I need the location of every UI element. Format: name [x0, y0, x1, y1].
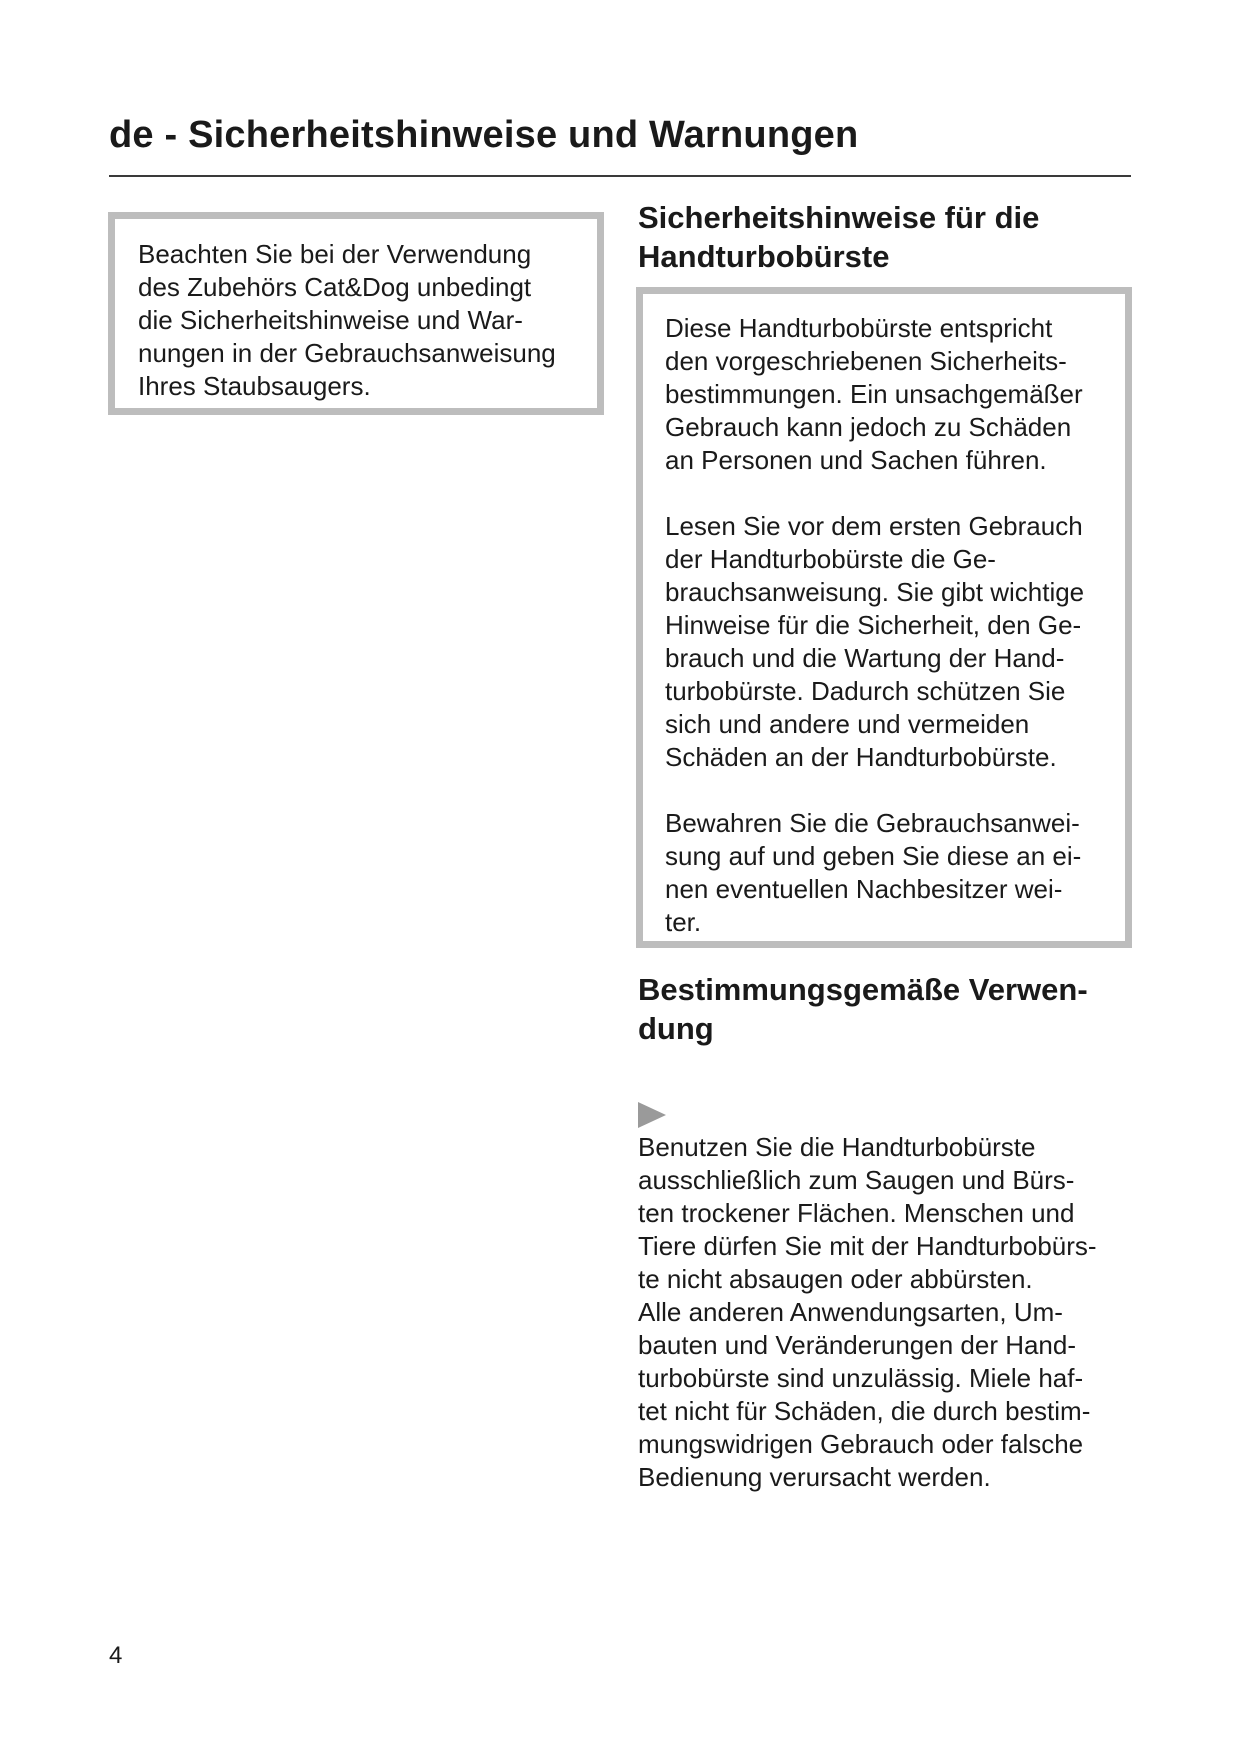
safety-paragraph: Diese Handturbobürste entspricht den vorgeschriebenen Sicherheits- bestimmungen. Ein unsachgemäßer Gebrauch kann jedoch zu Schäden an Personen und Sachen führen.: [665, 313, 1083, 475]
safety-paragraph: Lesen Sie vor dem ersten Gebrauch der Handturbobürste die Ge- brauchsanweisung. Sie gibt wichtige Hinweise für die Sicherheit, den Ge- brauch und die Wartung der Hand- turbobürste. Dadurch schützen Sie sich und andere und vermeiden Schäden an der Handturbobürste.: [665, 511, 1085, 772]
safety-heading: Sicherheitshinweise für die Handturbobürste: [638, 200, 1040, 274]
safety-notice-box: [636, 287, 1132, 948]
accessory-note-box: [108, 212, 604, 415]
intended-use-block: [638, 1065, 1097, 1494]
page-title: de - Sicherheitshinweise und Warnungen: [109, 114, 859, 156]
safety-paragraph: Bewahren Sie die Gebrauchsanwei- sung auf und geben Sie diese an ei- nen eventuellen Nachbesitzer wei- ter.: [665, 808, 1082, 937]
arrow-bullet-icon: [638, 1102, 666, 1128]
title-divider: [109, 175, 1131, 177]
intended-use-heading: Bestimmungsgemäße Verwen- dung: [638, 972, 1088, 1046]
page-number: 4: [109, 1642, 123, 1669]
intended-use-text: Benutzen Sie die Handturbobürste ausschließlich zum Saugen und Bürs- ten trockener Flächen. Menschen und Tiere dürfen Sie mit der Handturbobürs- te nicht absaugen oder abbürsten. Alle anderen Anwendungsarten, Um- bauten und Veränderungen der Hand- turbobürste sind unzulässig. Miele haf- tet nicht für Schäden, die durch bestim- mungswidrigen Gebrauch oder falsche Bedienung verursacht werden.: [638, 1132, 1097, 1492]
accessory-note-text: Beachten Sie bei der Verwendung des Zubehörs Cat&Dog unbedingt die Sicherheitshinweise und War- nungen in der Gebrauchsanweisung Ihres Staubsaugers.: [138, 239, 556, 401]
